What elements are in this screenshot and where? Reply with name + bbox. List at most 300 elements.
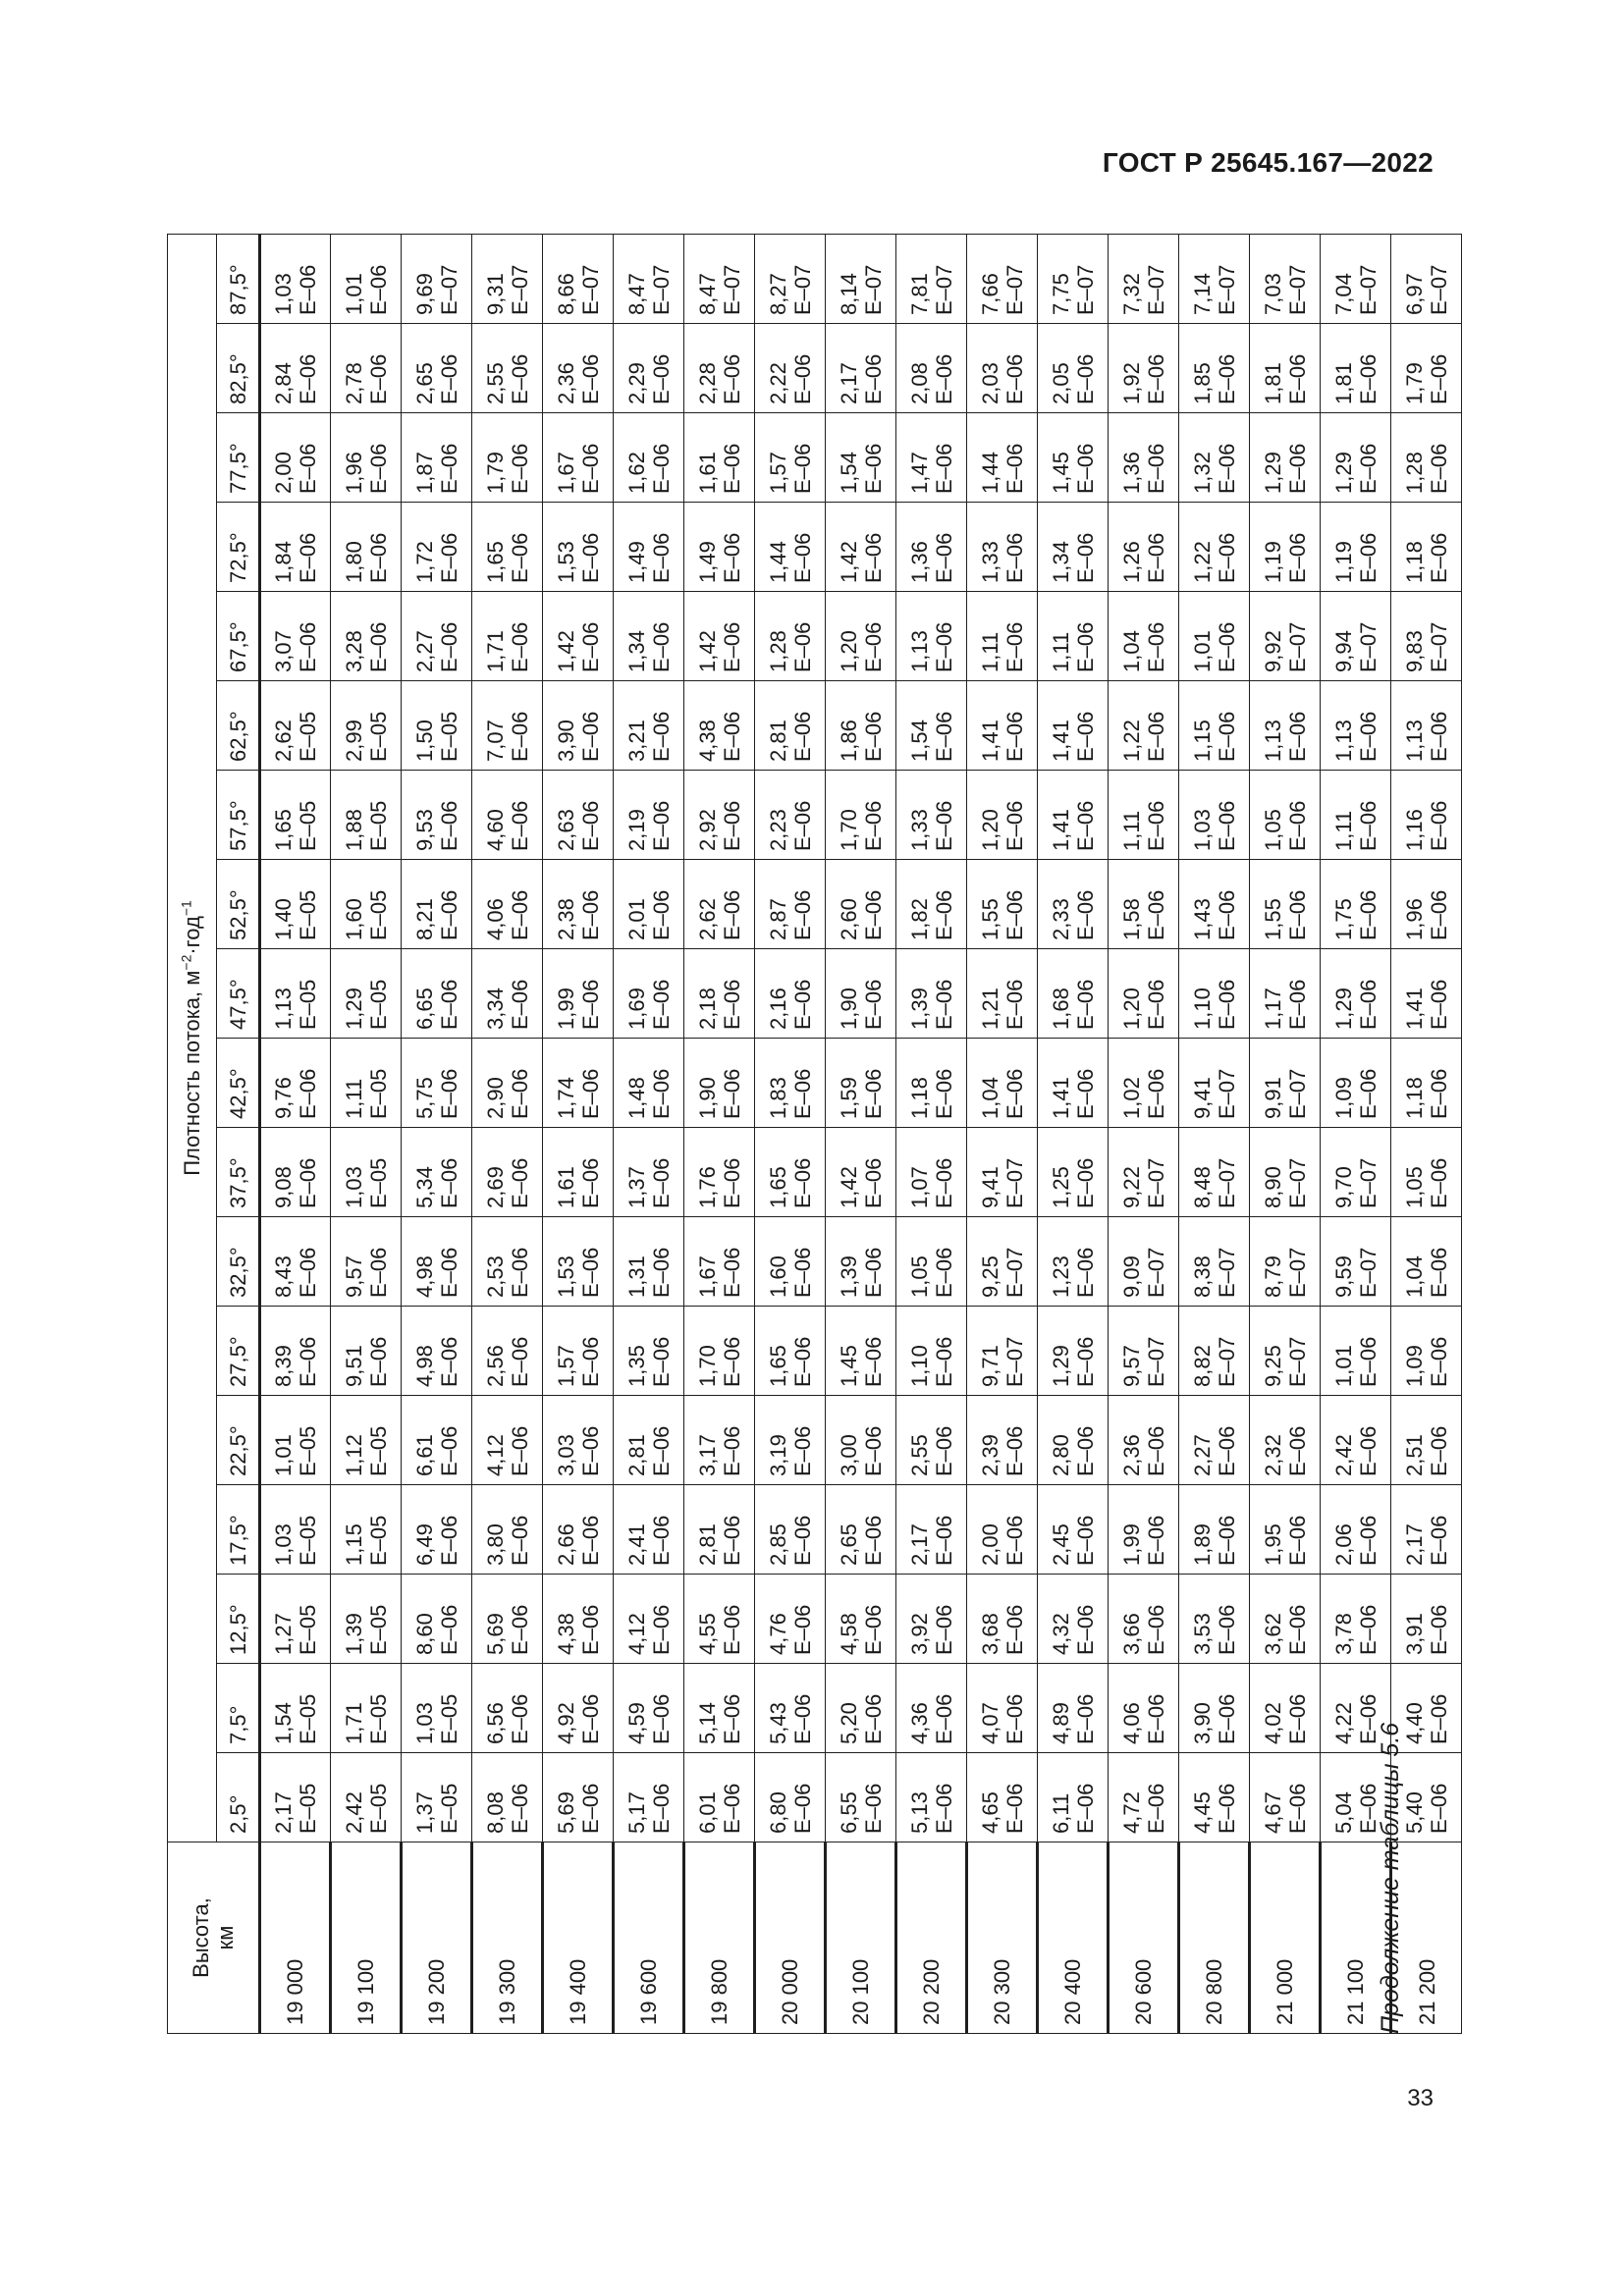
value-exponent: Е–06 <box>577 1783 603 1834</box>
value-mantissa: 4,89 <box>1048 1702 1073 1744</box>
value-exponent: Е–05 <box>296 1783 320 1834</box>
flux-value-cell <box>543 1396 614 1485</box>
value-mantissa: 4,59 <box>623 1702 649 1744</box>
value-exponent: Е–05 <box>365 1604 391 1655</box>
flux-value-cell <box>967 1575 1038 1664</box>
value-exponent: Е–05 <box>296 1604 320 1655</box>
flux-value-cell <box>1321 235 1391 324</box>
value-mantissa: 3,90 <box>553 720 578 762</box>
flux-value-cell <box>402 1396 472 1485</box>
value-mantissa: 4,12 <box>623 1613 649 1655</box>
value-mantissa: 1,23 <box>1048 1255 1073 1298</box>
value-exponent: Е–06 <box>577 800 603 851</box>
value-exponent: Е–06 <box>789 621 815 672</box>
value-exponent: Е–06 <box>789 443 815 494</box>
value-mantissa: 1,81 <box>1330 362 1356 404</box>
value-mantissa: 4,07 <box>977 1702 1002 1744</box>
value-exponent: Е–06 <box>1426 1783 1451 1834</box>
value-mantissa: 2,99 <box>341 720 366 762</box>
flux-value-cell <box>402 771 472 860</box>
value-exponent: Е–06 <box>719 979 744 1030</box>
value-mantissa: 1,79 <box>482 452 508 494</box>
flux-value-cell <box>260 681 331 771</box>
value-mantissa: 8,79 <box>1260 1255 1285 1298</box>
flux-value-cell <box>967 1396 1038 1485</box>
flux-value-cell <box>1391 949 1462 1039</box>
flux-value-cell <box>684 324 755 413</box>
value-exponent: Е–05 <box>365 1425 391 1476</box>
value-mantissa: 2,56 <box>482 1345 508 1387</box>
angle-header-cell: 62,5° <box>217 681 260 771</box>
flux-value-cell <box>1179 1485 1250 1575</box>
value-exponent: Е–06 <box>648 353 674 404</box>
value-mantissa: 1,15 <box>341 1523 366 1566</box>
flux-value-cell <box>1109 1664 1179 1753</box>
value-exponent: Е–06 <box>860 1783 886 1834</box>
value-exponent: Е–05 <box>365 1515 391 1566</box>
value-mantissa: 9,57 <box>1118 1345 1144 1387</box>
value-mantissa: 6,61 <box>411 1434 437 1476</box>
flux-value-cell <box>1038 1753 1109 1842</box>
flux-value-cell <box>826 1396 896 1485</box>
flux-value-cell <box>1321 681 1391 771</box>
value-exponent: Е–07 <box>1214 264 1239 315</box>
value-mantissa: 1,20 <box>977 809 1002 851</box>
value-exponent: Е–07 <box>931 264 956 315</box>
value-exponent: Е–05 <box>296 1693 320 1744</box>
angle-header-cell: 77,5° <box>217 413 260 503</box>
flux-value-cell <box>260 1039 331 1128</box>
value-mantissa: 1,61 <box>694 452 720 494</box>
flux-value-cell <box>684 1039 755 1128</box>
flux-value-cell <box>543 235 614 324</box>
value-mantissa: 8,60 <box>411 1613 437 1655</box>
flux-value-cell <box>826 1039 896 1128</box>
table-row <box>1250 235 1321 2034</box>
flux-value-cell <box>896 1217 967 1307</box>
value-mantissa: 5,75 <box>411 1077 437 1119</box>
angle-header-cell: 7,5° <box>217 1664 260 1753</box>
value-exponent: Е–06 <box>507 1068 532 1119</box>
value-exponent: Е–06 <box>1143 889 1168 940</box>
value-mantissa: 4,60 <box>482 809 508 851</box>
value-exponent: Е–05 <box>296 889 320 940</box>
value-exponent: Е–06 <box>1214 532 1239 583</box>
table-row <box>472 235 543 2034</box>
value-exponent: Е–06 <box>577 353 603 404</box>
flux-value-cell <box>967 681 1038 771</box>
value-mantissa: 1,76 <box>694 1166 720 1208</box>
value-exponent: Е–06 <box>789 1515 815 1566</box>
value-mantissa: 2,78 <box>341 362 366 404</box>
value-exponent: Е–06 <box>1355 800 1380 851</box>
value-mantissa: 9,70 <box>1330 1166 1356 1208</box>
value-mantissa: 1,53 <box>553 1255 578 1298</box>
flux-value-cell <box>755 1039 826 1128</box>
height-cell: 21 200 <box>1391 1842 1462 2034</box>
flux-value-cell <box>1179 1575 1250 1664</box>
value-mantissa: 1,29 <box>1260 452 1285 494</box>
value-mantissa: 2,16 <box>765 988 790 1030</box>
value-mantissa: 1,41 <box>977 720 1002 762</box>
flux-value-cell <box>1038 235 1109 324</box>
value-exponent: Е–06 <box>789 1068 815 1119</box>
value-exponent: Е–06 <box>719 621 744 672</box>
value-exponent: Е–06 <box>931 800 956 851</box>
value-exponent: Е–07 <box>789 264 815 315</box>
value-exponent: Е–06 <box>1072 1693 1098 1744</box>
group-header-exp2: −1 <box>178 900 194 917</box>
flux-value-cell <box>896 681 967 771</box>
value-exponent: Е–06 <box>719 800 744 851</box>
value-mantissa: 2,85 <box>765 1523 790 1566</box>
flux-value-cell <box>684 1753 755 1842</box>
value-exponent: Е–06 <box>296 1157 320 1208</box>
height-cell: 20 300 <box>967 1842 1038 2034</box>
value-exponent: Е–06 <box>1355 1693 1380 1744</box>
flux-value-cell <box>1038 1217 1109 1307</box>
value-exponent: Е–06 <box>931 1336 956 1387</box>
value-exponent: Е–06 <box>719 443 744 494</box>
value-mantissa: 1,05 <box>906 1255 932 1298</box>
value-exponent: Е–06 <box>436 1425 461 1476</box>
value-mantissa: 1,39 <box>341 1613 366 1655</box>
value-mantissa: 4,67 <box>1260 1791 1285 1834</box>
flux-value-cell <box>260 1485 331 1575</box>
flux-value-cell <box>1321 503 1391 592</box>
value-mantissa: 7,03 <box>1260 273 1285 315</box>
value-mantissa: 2,69 <box>482 1166 508 1208</box>
flux-value-cell <box>331 324 402 413</box>
value-mantissa: 1,60 <box>341 898 366 940</box>
value-exponent: Е–06 <box>1426 1425 1451 1476</box>
flux-value-cell <box>543 1039 614 1128</box>
value-mantissa: 3,66 <box>1118 1613 1144 1655</box>
value-mantissa: 2,00 <box>271 452 296 494</box>
value-mantissa: 1,28 <box>1401 452 1427 494</box>
value-exponent: Е–06 <box>1355 1515 1380 1566</box>
value-exponent: Е–07 <box>1001 264 1027 315</box>
value-mantissa: 1,17 <box>1260 988 1285 1030</box>
flux-value-cell <box>1038 1664 1109 1753</box>
value-exponent: Е–06 <box>1214 889 1239 940</box>
value-mantissa: 1,03 <box>1189 809 1215 851</box>
value-exponent: Е–06 <box>1001 711 1027 762</box>
flux-value-cell <box>1179 1396 1250 1485</box>
table-row <box>755 235 826 2034</box>
value-mantissa: 2,03 <box>977 362 1002 404</box>
value-mantissa: 9,22 <box>1118 1166 1144 1208</box>
flux-value-cell <box>614 1217 684 1307</box>
value-exponent: Е–06 <box>1072 1068 1098 1119</box>
flux-value-cell <box>1109 949 1179 1039</box>
value-mantissa: 1,05 <box>1260 809 1285 851</box>
flux-value-cell <box>331 1039 402 1128</box>
value-exponent: Е–06 <box>1426 443 1451 494</box>
value-mantissa: 1,32 <box>1189 452 1215 494</box>
value-exponent: Е–06 <box>860 979 886 1030</box>
value-exponent: Е–06 <box>860 800 886 851</box>
flux-value-cell <box>826 1217 896 1307</box>
flux-value-cell <box>1109 1753 1179 1842</box>
flux-value-cell <box>755 860 826 949</box>
value-exponent: Е–06 <box>1072 1604 1098 1655</box>
flux-value-cell <box>826 235 896 324</box>
value-exponent: Е–06 <box>648 1336 674 1387</box>
value-mantissa: 1,04 <box>1118 630 1144 672</box>
value-exponent: Е–06 <box>1284 1693 1310 1744</box>
table-body <box>260 235 1462 2034</box>
angle-header-cell: 57,5° <box>217 771 260 860</box>
height-cell: 19 000 <box>260 1842 331 2034</box>
value-mantissa: 1,45 <box>1048 452 1073 494</box>
flux-value-cell <box>260 413 331 503</box>
value-mantissa: 1,07 <box>906 1166 932 1208</box>
flux-value-cell <box>1038 592 1109 681</box>
value-mantissa: 2,60 <box>836 898 861 940</box>
value-mantissa: 1,74 <box>553 1077 578 1119</box>
flux-value-cell <box>1250 860 1321 949</box>
value-exponent: Е–06 <box>860 532 886 583</box>
value-mantissa: 6,55 <box>836 1791 861 1834</box>
value-exponent: Е–06 <box>1214 443 1239 494</box>
value-mantissa: 5,17 <box>623 1791 649 1834</box>
value-exponent: Е–06 <box>1284 979 1310 1030</box>
value-exponent: Е–06 <box>931 1068 956 1119</box>
value-exponent: Е–06 <box>1143 621 1168 672</box>
value-mantissa: 8,66 <box>553 273 578 315</box>
value-exponent: Е–06 <box>1072 1425 1098 1476</box>
value-mantissa: 2,08 <box>906 362 932 404</box>
value-mantissa: 2,87 <box>765 898 790 940</box>
value-exponent: Е–07 <box>1284 1247 1310 1298</box>
value-exponent: Е–06 <box>1072 621 1098 672</box>
value-mantissa: 9,25 <box>1260 1345 1285 1387</box>
flux-value-cell <box>614 1575 684 1664</box>
value-exponent: Е–06 <box>436 1068 461 1119</box>
angle-header-cell: 82,5° <box>217 324 260 413</box>
flux-value-cell <box>1321 1396 1391 1485</box>
flux-value-cell <box>260 1575 331 1664</box>
flux-value-cell <box>1250 592 1321 681</box>
value-mantissa: 2,32 <box>1260 1434 1285 1476</box>
value-exponent: Е–06 <box>577 979 603 1030</box>
value-mantissa: 8,47 <box>694 273 720 315</box>
value-mantissa: 4,02 <box>1260 1702 1285 1744</box>
flux-value-cell <box>1038 860 1109 949</box>
flux-value-cell <box>543 949 614 1039</box>
flux-value-cell <box>1109 1396 1179 1485</box>
value-exponent: Е–06 <box>1355 1425 1380 1476</box>
value-exponent: Е–06 <box>1214 621 1239 672</box>
flux-value-cell <box>402 1039 472 1128</box>
flux-value-cell <box>1179 1217 1250 1307</box>
value-mantissa: 5,14 <box>694 1702 720 1744</box>
flux-value-cell <box>1391 235 1462 324</box>
flux-value-cell <box>472 1307 543 1396</box>
value-mantissa: 1,04 <box>977 1077 1002 1119</box>
value-exponent: Е–07 <box>1143 1157 1168 1208</box>
value-mantissa: 8,27 <box>765 273 790 315</box>
value-exponent: Е–06 <box>860 1157 886 1208</box>
value-exponent: Е–06 <box>1426 1336 1451 1387</box>
flux-value-cell <box>1109 413 1179 503</box>
flux-value-cell <box>755 1217 826 1307</box>
value-mantissa: 2,81 <box>765 720 790 762</box>
flux-value-cell <box>472 949 543 1039</box>
value-exponent: Е–06 <box>1426 1515 1451 1566</box>
flux-value-cell <box>1038 1396 1109 1485</box>
value-exponent: Е–06 <box>648 800 674 851</box>
flux-value-cell <box>1250 771 1321 860</box>
value-mantissa: 8,47 <box>623 273 649 315</box>
flux-value-cell <box>472 503 543 592</box>
value-exponent: Е–06 <box>1284 1783 1310 1834</box>
flux-value-cell <box>331 1128 402 1217</box>
value-exponent: Е–05 <box>296 1515 320 1566</box>
flux-value-cell <box>755 1396 826 1485</box>
value-exponent: Е–06 <box>719 1336 744 1387</box>
value-mantissa: 1,81 <box>1260 362 1285 404</box>
value-exponent: Е–06 <box>648 443 674 494</box>
flux-value-cell <box>1179 1307 1250 1396</box>
value-mantissa: 9,71 <box>977 1345 1002 1387</box>
value-mantissa: 1,68 <box>1048 988 1073 1030</box>
flux-value-cell <box>260 860 331 949</box>
flux-value-cell <box>331 1307 402 1396</box>
value-mantissa: 2,36 <box>1118 1434 1144 1476</box>
value-mantissa: 1,36 <box>1118 452 1144 494</box>
value-mantissa: 1,18 <box>906 1077 932 1119</box>
value-mantissa: 1,90 <box>694 1077 720 1119</box>
value-mantissa: 1,26 <box>1118 541 1144 583</box>
value-mantissa: 1,39 <box>906 988 932 1030</box>
value-mantissa: 2,62 <box>271 720 296 762</box>
flux-value-cell <box>1038 1307 1109 1396</box>
value-mantissa: 3,62 <box>1260 1613 1285 1655</box>
flux-value-cell <box>684 1664 755 1753</box>
value-mantissa: 1,39 <box>836 1255 861 1298</box>
value-mantissa: 1,03 <box>271 1523 296 1566</box>
angle-header-cell: 37,5° <box>217 1128 260 1217</box>
value-exponent: Е–06 <box>648 711 674 762</box>
value-mantissa: 1,54 <box>836 452 861 494</box>
value-exponent: Е–06 <box>648 1068 674 1119</box>
value-exponent: Е–07 <box>1284 1068 1310 1119</box>
value-mantissa: 1,72 <box>411 541 437 583</box>
value-exponent: Е–07 <box>1355 1247 1380 1298</box>
height-cell: 20 200 <box>896 1842 967 2034</box>
value-exponent: Е–07 <box>577 264 603 315</box>
value-mantissa: 4,38 <box>694 720 720 762</box>
flux-value-cell <box>1250 235 1321 324</box>
value-mantissa: 1,31 <box>623 1255 649 1298</box>
value-mantissa: 7,75 <box>1048 273 1073 315</box>
height-cell: 19 300 <box>472 1842 543 2034</box>
value-exponent: Е–06 <box>436 1604 461 1655</box>
value-exponent: Е–06 <box>507 889 532 940</box>
value-exponent: Е–06 <box>719 1783 744 1834</box>
value-mantissa: 3,80 <box>482 1523 508 1566</box>
value-exponent: Е–06 <box>296 443 320 494</box>
flux-value-cell <box>967 1753 1038 1842</box>
value-exponent: Е–06 <box>1001 1068 1027 1119</box>
value-exponent: Е–06 <box>1001 621 1027 672</box>
flux-value-cell <box>967 1217 1038 1307</box>
value-exponent: Е–05 <box>365 1693 391 1744</box>
flux-value-cell <box>260 1396 331 1485</box>
flux-value-cell <box>331 949 402 1039</box>
flux-value-cell <box>967 860 1038 949</box>
value-exponent: Е–06 <box>719 1604 744 1655</box>
value-exponent: Е–06 <box>1284 889 1310 940</box>
value-mantissa: 2,23 <box>765 809 790 851</box>
value-exponent: Е–06 <box>719 1515 744 1566</box>
flux-value-cell <box>402 1753 472 1842</box>
height-cell: 19 800 <box>684 1842 755 2034</box>
flux-value-cell <box>472 592 543 681</box>
flux-value-cell <box>402 592 472 681</box>
height-cell: 21 000 <box>1250 1842 1321 2034</box>
value-mantissa: 1,92 <box>1118 362 1144 404</box>
flux-value-cell <box>402 503 472 592</box>
value-mantissa: 1,25 <box>1048 1166 1073 1208</box>
value-exponent: Е–06 <box>1072 1336 1098 1387</box>
flux-value-cell <box>331 1485 402 1575</box>
value-mantissa: 2,05 <box>1048 362 1073 404</box>
flux-value-cell <box>1179 681 1250 771</box>
value-mantissa: 2,17 <box>906 1523 932 1566</box>
value-exponent: Е–05 <box>296 1425 320 1476</box>
flux-value-cell <box>614 949 684 1039</box>
value-mantissa: 1,40 <box>271 898 296 940</box>
flux-value-cell <box>967 503 1038 592</box>
value-mantissa: 2,36 <box>553 362 578 404</box>
angle-header-cell: 67,5° <box>217 592 260 681</box>
value-mantissa: 2,42 <box>1330 1434 1356 1476</box>
value-exponent: Е–06 <box>1284 353 1310 404</box>
flux-value-cell <box>1038 1039 1109 1128</box>
value-mantissa: 8,82 <box>1189 1345 1215 1387</box>
flux-value-cell <box>1391 413 1462 503</box>
value-mantissa: 1,37 <box>623 1166 649 1208</box>
value-exponent: Е–06 <box>1214 1783 1239 1834</box>
table-row <box>896 235 967 2034</box>
value-exponent: Е–06 <box>507 1425 532 1476</box>
flux-value-cell <box>614 1485 684 1575</box>
value-exponent: Е–06 <box>789 979 815 1030</box>
value-mantissa: 1,67 <box>553 452 578 494</box>
flux-value-cell <box>331 1575 402 1664</box>
flux-value-cell <box>402 1217 472 1307</box>
value-exponent: Е–06 <box>860 443 886 494</box>
value-mantissa: 1,57 <box>765 452 790 494</box>
flux-value-cell <box>1391 1575 1462 1664</box>
value-mantissa: 1,43 <box>1189 898 1215 940</box>
value-exponent: Е–06 <box>931 889 956 940</box>
value-exponent: Е–06 <box>1214 1604 1239 1655</box>
flux-value-cell <box>967 1664 1038 1753</box>
flux-value-cell <box>543 1753 614 1842</box>
flux-value-cell <box>614 592 684 681</box>
flux-value-cell <box>260 1664 331 1753</box>
value-exponent: Е–06 <box>860 1515 886 1566</box>
value-exponent: Е–06 <box>1284 532 1310 583</box>
value-mantissa: 1,82 <box>906 898 932 940</box>
value-exponent: Е–06 <box>577 1604 603 1655</box>
flux-value-cell <box>684 503 755 592</box>
flux-value-cell <box>1038 949 1109 1039</box>
